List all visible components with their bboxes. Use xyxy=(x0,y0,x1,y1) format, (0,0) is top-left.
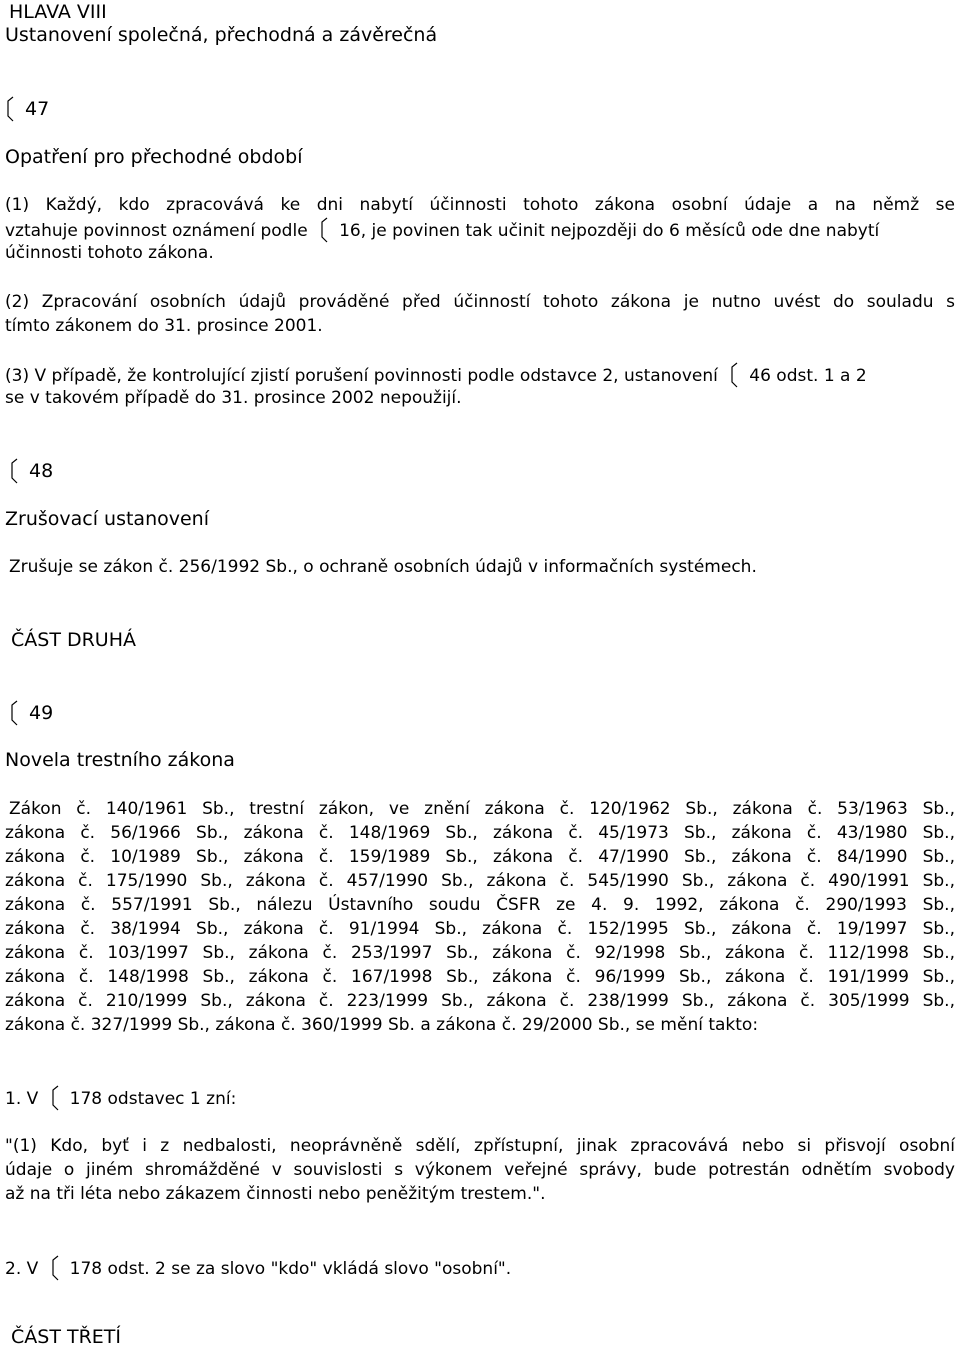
section-number: 47 xyxy=(25,98,50,120)
paragraph-line: zákona č. 56/1966 Sb., zákona č. 148/1969 Sb., zákona č. 45/1973 Sb., zákona č. 43/1980 Sb., xyxy=(5,823,955,843)
paragraph-line: účinnosti tohoto zákona. xyxy=(5,243,214,263)
chapter-heading: HLAVA VIII xyxy=(9,1,107,23)
section-sign-icon xyxy=(50,1255,62,1281)
paragraph-line: Zrušuje se zákon č. 256/1992 Sb., o ochraně osobních údajů v informačních systémech. xyxy=(9,557,757,577)
section-47-heading xyxy=(5,96,49,122)
amendment-item-1: 1. V 178 odstavec 1 zní: xyxy=(5,1085,236,1111)
paragraph-line: (2) Zpracování osobních údajů prováděné před účinností tohoto zákona je nutno uvést do souladu s xyxy=(5,292,955,312)
section-sign-icon xyxy=(9,700,21,726)
paragraph-line: zákona č. 148/1998 Sb., zákona č. 167/1998 Sb., zákona č. 96/1999 Sb., zákona č. 191/1999 Sb., xyxy=(5,967,955,987)
section-sign-icon xyxy=(9,458,21,484)
paragraph-line: tímto zákonem do 31. prosince 2001. xyxy=(5,316,323,336)
quote-line: až na tři léta nebo zákazem činnosti nebo peněžitým trestem.". xyxy=(5,1184,546,1204)
section-49-heading xyxy=(9,700,53,726)
quote-line: "(1) Kdo, byť i z nedbalosti, neoprávněně sdělí, zpřístupní, jinak zpracovává nebo si přisvojí osobní xyxy=(5,1136,955,1156)
section-number: 48 xyxy=(29,460,54,482)
quote-line: údaje o jiném shromážděné v souvislosti s výkonem veřejné správy, bude potrestán odnětím svobody xyxy=(5,1160,955,1180)
section-47-title: Opatření pro přechodné období xyxy=(5,146,303,168)
paragraph-line: zákona č. 10/1989 Sb., zákona č. 159/1989 Sb., zákona č. 47/1990 Sb., zákona č. 84/1990 Sb., xyxy=(5,847,955,867)
section-sign-icon xyxy=(5,96,17,122)
paragraph-line: zákona č. 38/1994 Sb., zákona č. 91/1994 Sb., zákona č. 152/1995 Sb., zákona č. 19/1997 Sb., xyxy=(5,919,955,939)
section-sign-icon xyxy=(319,217,331,243)
paragraph-line: (3) V případě, že kontrolující zjistí porušení povinnosti podle odstavce 2, ustanovení 46 odst. 1 a 2 xyxy=(5,362,867,388)
part-three-title: ČÁST TŘETÍ xyxy=(11,1326,121,1348)
paragraph-line: zákona č. 557/1991 Sb., nálezu Ústavního soudu ČSFR ze 4. 9. 1992, zákona č. 290/1993 Sb., xyxy=(5,895,955,915)
paragraph-line: se v takovém případě do 31. prosince 2002 nepoužijí. xyxy=(5,388,462,408)
paragraph-line: (1) Každý, kdo zpracovává ke dni nabytí účinnosti tohoto zákona osobní údaje a na němž se xyxy=(5,195,955,215)
paragraph-line: vztahuje povinnost oznámení podle 16, je povinen tak učinit nejpozději do 6 měsíců ode dne nabytí xyxy=(5,217,879,243)
section-sign-icon xyxy=(50,1085,62,1111)
paragraph-line: zákona č. 103/1997 Sb., zákona č. 253/1997 Sb., zákona č. 92/1998 Sb., zákona č. 112/1998 Sb., xyxy=(5,943,955,963)
section-48-title: Zrušovací ustanovení xyxy=(5,508,209,530)
chapter-title: Ustanovení společná, přechodná a závěrečná xyxy=(5,24,438,46)
section-49-title: Novela trestního zákona xyxy=(5,749,235,771)
paragraph-line: zákona č. 210/1999 Sb., zákona č. 223/1999 Sb., zákona č. 238/1999 Sb., zákona č. 305/1999 Sb., xyxy=(5,991,955,1011)
amendment-item-2: 2. V 178 odst. 2 se za slovo "kdo" vkládá slovo "osobní". xyxy=(5,1255,511,1281)
section-sign-icon xyxy=(729,362,741,388)
section-48-heading xyxy=(9,458,53,484)
part-two-title: ČÁST DRUHÁ xyxy=(11,629,136,651)
paragraph-line: Zákon č. 140/1961 Sb., trestní zákon, ve znění zákona č. 120/1962 Sb., zákona č. 53/1963 Sb., xyxy=(9,799,955,819)
section-number: 49 xyxy=(29,702,54,724)
paragraph-line: zákona č. 175/1990 Sb., zákona č. 457/1990 Sb., zákona č. 545/1990 Sb., zákona č. 490/1991 Sb., xyxy=(5,871,955,891)
paragraph-line: zákona č. 327/1999 Sb., zákona č. 360/1999 Sb. a zákona č. 29/2000 Sb., se mění takto: xyxy=(5,1015,759,1035)
